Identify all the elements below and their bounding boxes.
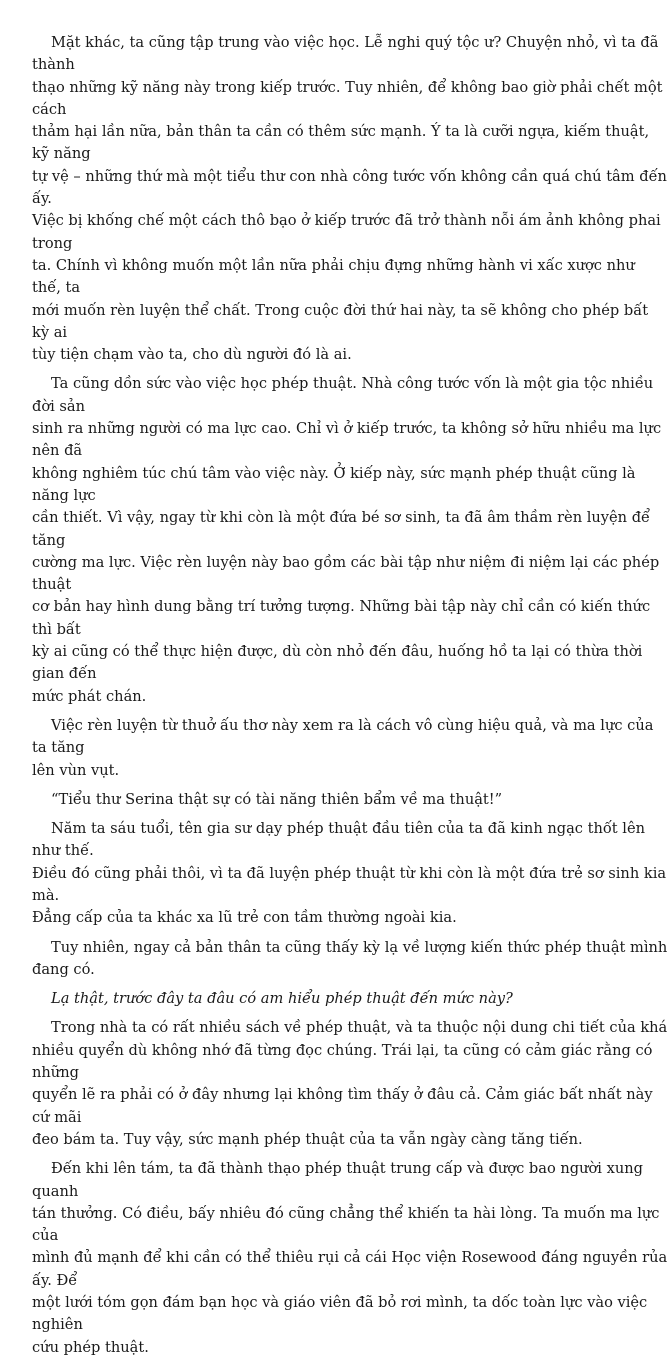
paragraph-3: Việc rèn luyện từ thuở ấu thơ này xem ra là cách vô cùng hiệu quả, và ma lực của ta tăng lên vùn vụt. xyxy=(32,716,654,779)
paragraph-2: Ta cũng dồn sức vào việc học phép thuật. Nhà công tước vốn là một gia tộc nhiều đời sản sinh ra những người có ma lực cao. Chỉ vì ở kiếp trước, ta không sở hữu nhiều ma lực nên đã không nghiêm túc chú tâm vào việc này. Ở kiếp này, sức mạnh phép thuật cũng là năng lực cần thiết. Vì vậy, ngay từ khi còn là một đứa bé sơ sinh, ta đã âm thầm rèn luyện để tăng cường ma lực. Việc rèn luyện này bao gồm các bài tập như niệm đi niệm lại các phép thuật cơ bản hay hình dung bằng trí tưởng tượng. Những bài tập này chỉ cần có kiến thức thì bất kỳ ai cũng có thể thực hiện được, dù còn nhỏ đến đâu, huống hồ ta lại có thừa thời gian đến mức phát chán. xyxy=(32,375,662,705)
paragraph-6: Tuy nhiên, ngay cả bản thân ta cũng thấy kỳ lạ về lượng kiến thức phép thuật mình đang có. xyxy=(32,938,667,978)
paragraph-9: Đến khi lên tám, ta đã thành thạo phép thuật trung cấp và được bao người xung quanh tán thưởng. Có điều, bấy nhiêu đó cũng chẳng thể khiến ta hài lòng. Ta muốn ma lực của mình đủ mạnh để khi cần có thể thiêu rụi cả cái Học viện Rosewood đáng nguyền rủa ấy. Để một lưới tóm gọn đám bạn học và giáo viên đã bỏ rơi mình, ta dốc toàn lực vào việc nghiên cứu phép thuật. xyxy=(32,1160,667,1356)
document-page xyxy=(32,32,667,1366)
paragraph-8: Trong nhà ta có rất nhiều sách về phép thuật, và ta thuộc nội dung chi tiết của khá nhiều quyển dù không nhớ đã từng đọc chúng. Trái lại, ta cũng có cảm giác rằng có những quyển lẽ ra phải có ở đây nhưng lại không tìm thấy ở đâu cả. Cảm giác bất nhất này cứ mãi đeo bám ta. Tuy vậy, sức mạnh phép thuật của ta vẫn ngày càng tăng tiến. xyxy=(32,1019,667,1148)
paragraph-1: Mặt khác, ta cũng tập trung vào việc học. Lễ nghi quý tộc ư? Chuyện nhỏ, vì ta đã thành thạo những kỹ năng này trong kiếp trước. Tuy nhiên, để không bao giờ phải chết một cách thảm hại lần nữa, bản thân ta cần có thêm sức mạnh. Ý ta là cưỡi ngựa, kiếm thuật, kỹ năng tự vệ – những thứ mà một tiểu thư con nhà công tước vốn không cần quá chú tâm đến ấy. Việc bị khống chế một cách thô bạo ở kiếp trước đã trở thành nỗi ám ảnh không phai trong ta. Chính vì không muốn một lần nữa phải chịu đựng những hành vi xấc xược như thế, ta mới muốn rèn luyện thể chất. Trong cuộc đời thứ hai này, ta sẽ không cho phép bất kỳ ai tùy tiện chạm vào ta, cho dù người đó là ai. xyxy=(32,34,667,364)
paragraph-4-quote: “Tiểu thư Serina thật sự có tài năng thiên bẩm về ma thuật!” xyxy=(51,790,503,808)
paragraph-5: Năm ta sáu tuổi, tên gia sư dạy phép thuật đầu tiên của ta đã kinh ngạc thốt lên như thế. Điều đó cũng phải thôi, vì ta đã luyện phép thuật từ khi còn là một đứa trẻ sơ sinh kia mà. Đẳng cấp của ta khác xa lũ trẻ con tầm thường ngoài kia. xyxy=(32,820,667,927)
paragraph-7-thought: Lạ thật, trước đây ta đâu có am hiểu phép thuật đến mức này? xyxy=(51,990,513,1008)
